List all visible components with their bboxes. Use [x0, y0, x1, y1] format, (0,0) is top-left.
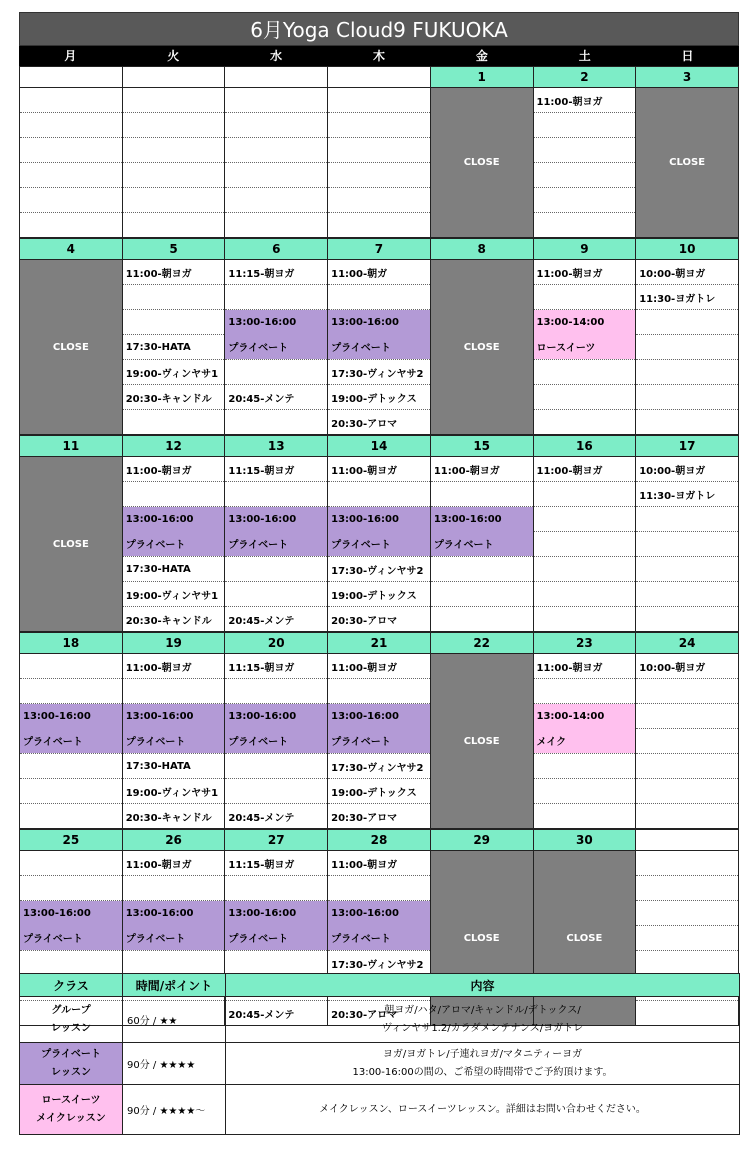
weekday-label: 金	[475, 49, 488, 63]
slot-cell	[533, 779, 636, 804]
legend-class: プライベート レッスン	[20, 1043, 123, 1085]
slot-cell: 20:45-メンテ	[225, 607, 328, 632]
slot-cell: 20:30-キャンドル	[122, 804, 225, 829]
slot-cell	[533, 607, 636, 632]
legend-header-content: 内容	[226, 974, 740, 997]
slot-cell	[636, 557, 739, 582]
legend-class: グループ レッスン	[20, 997, 123, 1043]
weekday-label: 木	[372, 49, 385, 63]
slot-cell	[122, 163, 225, 188]
slot-cell: プライベート	[20, 729, 123, 754]
slot-cell	[533, 557, 636, 582]
slot-cell: 11:15-朝ヨガ	[225, 654, 328, 679]
slot-cell: 20:45-メンテ	[225, 385, 328, 410]
slot-cell: 13:00-16:00	[122, 901, 225, 926]
slot-cell	[636, 410, 739, 435]
slot-cell	[20, 213, 123, 238]
date-cell	[20, 67, 123, 88]
slot-cell	[20, 88, 123, 113]
slot-cell	[533, 285, 636, 310]
legend-row	[20, 1085, 740, 1135]
date-cell: 11	[20, 436, 123, 457]
slot-cell	[122, 482, 225, 507]
slot-cell: 20:30-キャンドル	[122, 607, 225, 632]
close-cell: CLOSE	[430, 851, 533, 1026]
slot-cell	[225, 360, 328, 385]
date-cell: 25	[20, 830, 123, 851]
slot-cell: 19:00-デトックス	[328, 385, 431, 410]
slot-cell: 13:00-16:00	[225, 901, 328, 926]
slot-cell	[225, 779, 328, 804]
date-cell: 19	[122, 633, 225, 654]
date-cell: 3	[636, 67, 739, 88]
slot-cell	[533, 482, 636, 507]
date-cell: 1	[430, 67, 533, 88]
slot-cell: 11:00-朝ヨガ	[533, 260, 636, 285]
legend-time: 90分 / ★★★★～	[123, 1085, 226, 1135]
slot-cell: 17:30-ヴィンヤサ2	[328, 360, 431, 385]
slot-cell: プライベート	[122, 532, 225, 557]
slot-cell	[328, 163, 431, 188]
slot-cell: 13:00-16:00	[328, 507, 431, 532]
date-cell: 29	[430, 830, 533, 851]
slot-cell: ロースイーツ	[533, 335, 636, 360]
slot-cell	[328, 482, 431, 507]
slot-cell: 13:00-14:00	[533, 310, 636, 335]
slot-cell: 17:30-ヴィンヤサ2	[328, 951, 431, 976]
date-cell: 8	[430, 239, 533, 260]
slot-cell: 11:15-朝ヨガ	[225, 260, 328, 285]
slot-cell: 13:00-16:00	[122, 704, 225, 729]
slot-cell: 13:00-16:00	[430, 507, 533, 532]
date-cell: 23	[533, 633, 636, 654]
slot-cell: 20:30-アロマ	[328, 410, 431, 435]
slot-cell	[636, 901, 739, 926]
slot-cell	[636, 951, 739, 976]
slot-cell	[636, 607, 739, 632]
legend-header-time: 時間/ポイント	[123, 974, 226, 997]
slot-cell: 11:00-朝ヨガ	[122, 654, 225, 679]
slot-cell: 13:00-16:00	[20, 901, 123, 926]
slot-cell	[122, 88, 225, 113]
slot-cell: 13:00-16:00	[225, 507, 328, 532]
slot-cell	[225, 213, 328, 238]
slot-cell	[636, 729, 739, 754]
date-cell: 26	[122, 830, 225, 851]
legend-table	[19, 973, 740, 1135]
slot-cell	[225, 557, 328, 582]
slot-cell	[122, 410, 225, 435]
legend-row	[20, 997, 740, 1043]
date-cell	[636, 830, 739, 851]
slot-cell	[533, 360, 636, 385]
slot-cell	[20, 113, 123, 138]
slot-cell: 17:30-ヴィンヤサ2	[328, 557, 431, 582]
slot-cell	[636, 851, 739, 876]
slot-cell: 10:00-朝ヨガ	[636, 457, 739, 482]
slot-cell	[328, 113, 431, 138]
slot-cell	[20, 188, 123, 213]
page-title: 6月Yoga Cloud9 FUKUOKA	[19, 12, 739, 46]
slot-cell: 19:00-デトックス	[328, 779, 431, 804]
date-cell: 15	[430, 436, 533, 457]
slot-cell: プライベート	[122, 729, 225, 754]
weekday-label: 火	[167, 49, 180, 63]
slot-cell	[225, 88, 328, 113]
date-cell	[225, 67, 328, 88]
slot-cell: 20:30-アロマ	[328, 607, 431, 632]
slot-cell	[20, 654, 123, 679]
date-cell	[122, 67, 225, 88]
date-cell: 22	[430, 633, 533, 654]
legend-desc: 朝ヨガ/ハタ/アロマ/キャンドル/デトックス/ ヴィンヤサ1.2/カラダメンテナンス/ヨガトレ	[226, 997, 740, 1043]
weekday-label: 日	[681, 49, 694, 63]
slot-cell	[328, 213, 431, 238]
slot-cell: プライベート	[225, 926, 328, 951]
slot-cell	[20, 951, 123, 976]
slot-cell: 19:00-ヴィンヤサ1	[122, 360, 225, 385]
slot-cell	[225, 876, 328, 901]
date-cell: 27	[225, 830, 328, 851]
close-cell: CLOSE	[430, 88, 533, 238]
slot-cell: 17:30-HATA	[122, 754, 225, 779]
week-block	[19, 66, 739, 238]
slot-cell	[533, 532, 636, 557]
date-cell: 2	[533, 67, 636, 88]
slot-cell: プライベート	[225, 532, 328, 557]
slot-cell: 11:00-朝ヨガ	[328, 851, 431, 876]
slot-cell: 11:00-朝ヨガ	[122, 457, 225, 482]
close-cell: CLOSE	[533, 851, 636, 1026]
slot-cell: 11:00-朝ヨガ	[328, 457, 431, 482]
slot-cell	[225, 482, 328, 507]
date-cell: 21	[328, 633, 431, 654]
slot-cell: プライベート	[430, 532, 533, 557]
slot-cell: 19:00-ヴィンヤサ1	[122, 582, 225, 607]
slot-cell	[328, 88, 431, 113]
slot-cell	[225, 410, 328, 435]
date-cell: 20	[225, 633, 328, 654]
slot-cell: 20:45-メンテ	[225, 804, 328, 829]
slot-cell: プライベート	[328, 335, 431, 360]
slot-cell	[533, 188, 636, 213]
slot-cell	[636, 310, 739, 335]
slot-cell	[533, 507, 636, 532]
slot-cell: 13:00-16:00	[225, 310, 328, 335]
slot-cell	[225, 679, 328, 704]
slot-cell	[533, 138, 636, 163]
close-cell: CLOSE	[430, 654, 533, 829]
slot-cell	[20, 754, 123, 779]
slot-cell: プライベート	[20, 926, 123, 951]
slot-cell: 11:00-朝ヨガ	[122, 851, 225, 876]
slot-cell: プライベート	[122, 926, 225, 951]
slot-cell	[636, 779, 739, 804]
date-cell: 28	[328, 830, 431, 851]
slot-cell	[533, 754, 636, 779]
slot-cell	[636, 876, 739, 901]
slot-cell	[225, 163, 328, 188]
slot-cell: 17:30-HATA	[122, 335, 225, 360]
weekday-label: 月	[64, 49, 77, 63]
date-cell	[328, 67, 431, 88]
slot-cell: 11:00-朝ヨガ	[122, 260, 225, 285]
slot-cell	[122, 310, 225, 335]
slot-cell	[20, 851, 123, 876]
week-block	[19, 435, 739, 632]
slot-cell: 11:00-朝ヨガ	[533, 654, 636, 679]
slot-cell	[225, 582, 328, 607]
slot-cell	[636, 582, 739, 607]
slot-cell	[225, 138, 328, 163]
date-cell: 4	[20, 239, 123, 260]
legend-row	[20, 1043, 740, 1085]
slot-cell	[328, 188, 431, 213]
slot-cell: 13:00-16:00	[20, 704, 123, 729]
slot-cell	[636, 926, 739, 951]
slot-cell	[122, 679, 225, 704]
slot-cell: 10:00-朝ヨガ	[636, 260, 739, 285]
slot-cell	[225, 754, 328, 779]
date-cell: 16	[533, 436, 636, 457]
slot-cell	[636, 360, 739, 385]
slot-cell	[430, 557, 533, 582]
slot-cell: 11:00-朝ヨガ	[533, 457, 636, 482]
slot-cell: プライベート	[328, 729, 431, 754]
close-cell: CLOSE	[20, 260, 123, 435]
slot-cell	[636, 385, 739, 410]
slot-cell	[122, 285, 225, 310]
legend-header-class: クラス	[20, 974, 123, 997]
date-cell: 24	[636, 633, 739, 654]
slot-cell: プライベート	[328, 926, 431, 951]
slot-cell	[430, 607, 533, 632]
date-cell: 7	[328, 239, 431, 260]
slot-cell	[533, 582, 636, 607]
date-cell: 18	[20, 633, 123, 654]
slot-cell	[533, 113, 636, 138]
slot-cell	[533, 385, 636, 410]
slot-cell	[430, 482, 533, 507]
slot-cell	[225, 951, 328, 976]
slot-cell: 11:15-朝ヨガ	[225, 457, 328, 482]
slot-cell: 20:30-アロマ	[328, 1001, 431, 1026]
slot-cell: 13:00-16:00	[328, 310, 431, 335]
slot-cell	[533, 410, 636, 435]
slot-cell	[122, 138, 225, 163]
slot-cell: 13:00-16:00	[328, 704, 431, 729]
slot-cell: 11:30-ヨガトレ	[636, 285, 739, 310]
slot-cell: 13:00-14:00	[533, 704, 636, 729]
week-block	[19, 238, 739, 435]
slot-cell: 11:00-朝ガ	[328, 260, 431, 285]
slot-cell	[225, 285, 328, 310]
slot-cell	[533, 679, 636, 704]
slot-cell: メイク	[533, 729, 636, 754]
legend-time: 90分 / ★★★★	[123, 1043, 226, 1085]
slot-cell: 17:30-ヴィンヤサ2	[328, 754, 431, 779]
slot-cell: 20:30-アロマ	[328, 804, 431, 829]
slot-cell: 11:00-朝ヨガ	[533, 88, 636, 113]
close-cell: CLOSE	[636, 88, 739, 238]
slot-cell	[636, 804, 739, 829]
slot-cell	[636, 507, 739, 532]
slot-cell	[122, 951, 225, 976]
slot-cell	[328, 285, 431, 310]
slot-cell	[636, 754, 739, 779]
slot-cell	[636, 704, 739, 729]
slot-cell: 11:15-朝ヨガ	[225, 851, 328, 876]
legend-desc: メイクレッスン、ロースイーツレッスン。詳細はお問い合わせください。	[226, 1085, 740, 1135]
slot-cell: プライベート	[225, 335, 328, 360]
weeks-container	[19, 66, 739, 1026]
slot-cell	[122, 213, 225, 238]
slot-cell: 10:00-朝ヨガ	[636, 654, 739, 679]
weekday-label: 土	[578, 49, 591, 63]
date-cell: 14	[328, 436, 431, 457]
slot-cell: 20:45-メンテ	[225, 1001, 328, 1026]
close-cell: CLOSE	[20, 457, 123, 632]
slot-cell	[20, 679, 123, 704]
slot-cell	[636, 679, 739, 704]
slot-cell	[20, 779, 123, 804]
slot-cell: 19:00-ヴィンヤサ1	[122, 779, 225, 804]
legend-time: 60分 / ★★	[123, 997, 226, 1043]
slot-cell	[225, 188, 328, 213]
slot-cell	[20, 163, 123, 188]
slot-cell: 11:00-朝ヨガ	[328, 654, 431, 679]
slot-cell	[122, 188, 225, 213]
date-cell: 17	[636, 436, 739, 457]
slot-cell	[328, 138, 431, 163]
slot-cell	[430, 582, 533, 607]
slot-cell	[328, 876, 431, 901]
date-cell: 6	[225, 239, 328, 260]
date-cell: 9	[533, 239, 636, 260]
slot-cell: 11:30-ヨガトレ	[636, 482, 739, 507]
slot-cell	[20, 804, 123, 829]
slot-cell	[328, 679, 431, 704]
slot-cell	[122, 113, 225, 138]
date-cell: 10	[636, 239, 739, 260]
slot-cell	[122, 876, 225, 901]
slot-cell: 19:00-デトックス	[328, 582, 431, 607]
week-block	[19, 632, 739, 829]
date-cell: 30	[533, 830, 636, 851]
legend-desc: ヨガ/ヨガトレ/子連れヨガ/マタニティーヨガ 13:00-16:00の間の、ご希望の時間帯でご予約頂けます。	[226, 1043, 740, 1085]
legend-class: ロースイーツ メイクレッスン	[20, 1085, 123, 1135]
slot-cell: プライベート	[328, 532, 431, 557]
date-cell: 13	[225, 436, 328, 457]
slot-cell	[533, 163, 636, 188]
slot-cell	[636, 335, 739, 360]
date-cell: 12	[122, 436, 225, 457]
slot-cell	[225, 113, 328, 138]
weekday-label: 水	[270, 49, 283, 63]
slot-cell: 20:30-キャンドル	[122, 385, 225, 410]
slot-cell: 13:00-16:00	[225, 704, 328, 729]
slot-cell	[20, 876, 123, 901]
slot-cell: 17:30-HATA	[122, 557, 225, 582]
slot-cell: プライベート	[225, 729, 328, 754]
close-cell: CLOSE	[430, 260, 533, 435]
slot-cell: 11:00-朝ヨガ	[430, 457, 533, 482]
slot-cell	[20, 138, 123, 163]
date-cell: 5	[122, 239, 225, 260]
slot-cell	[636, 532, 739, 557]
slot-cell: 13:00-16:00	[122, 507, 225, 532]
weekday-header	[19, 46, 739, 66]
slot-cell: 13:00-16:00	[328, 901, 431, 926]
slot-cell	[533, 213, 636, 238]
calendar	[19, 12, 739, 1026]
slot-cell	[533, 804, 636, 829]
